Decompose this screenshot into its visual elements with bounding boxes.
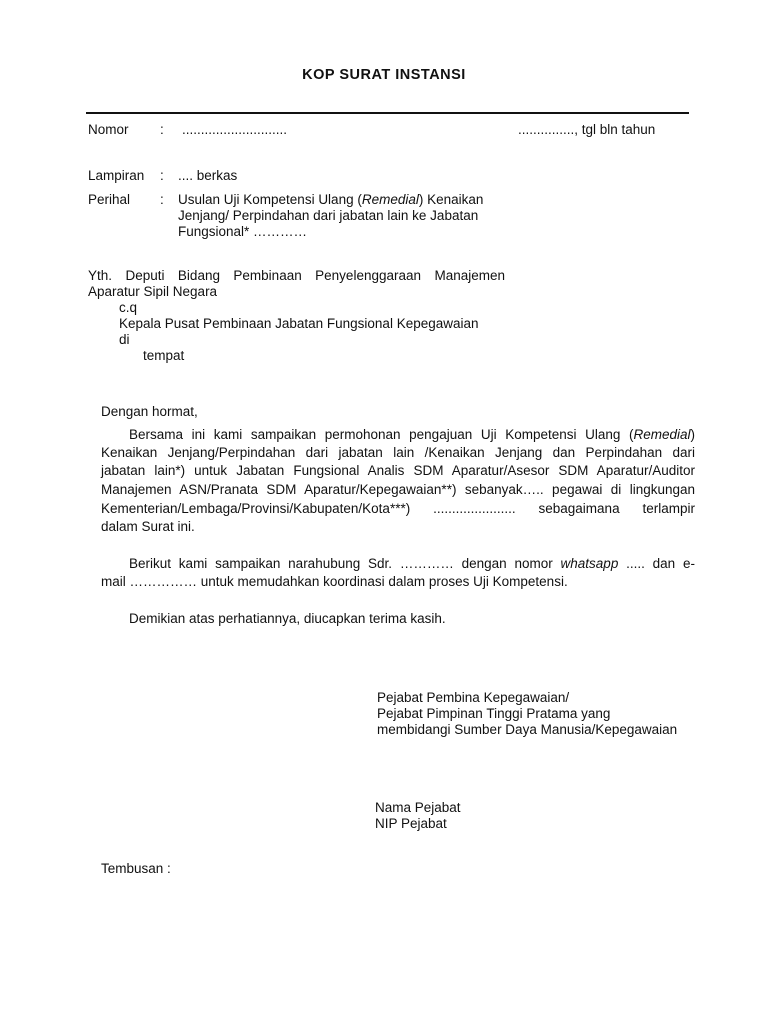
nomor-label: Nomor [88,122,129,137]
letterhead-divider [86,112,689,114]
signatory-title-line-1: Pejabat Pembina Kepegawaian/ [377,690,570,705]
perihal-line-1: Usulan Uji Kompetensi Ulang (Remedial) Kenaikan [178,192,484,207]
paragraph-1-line-1: Bersama ini kami sampaikan permohonan pengajuan Uji Kompetensi Ulang (Remedial) [129,427,695,442]
recipient-line-2: Aparatur Sipil Negara [88,284,218,299]
paragraph-1-line-5: Kementerian/Lembaga/Provinsi/Kabupaten/Kota***) ...................... sebagaimana terlampir [101,501,695,516]
tembusan-label: Tembusan : [101,861,171,876]
paragraph-1-line-2: Kenaikan Jenjang/Perpindahan dari jabatan lain /Kenaikan Jenjang dan Perpindahan dari [101,445,695,460]
paragraph-2-line-1: Berikut kami sampaikan narahubung Sdr. ………… dengan nomor whatsapp ..... dan e- [129,556,695,571]
signatory-name: Nama Pejabat [375,800,461,815]
lampiran-label: Lampiran [88,168,145,183]
nomor-colon: : [160,122,164,137]
recipient-tempat: tempat [143,348,185,363]
recipient-di: di [119,332,130,347]
lampiran-value: .... berkas [178,168,238,183]
letter-date: ..............., tgl bln tahun [518,122,656,137]
perihal-line-2: Jenjang/ Perpindahan dari jabatan lain ke Jabatan [178,208,479,223]
paragraph-1-line-6: dalam Surat ini. [101,519,195,534]
perihal-line-3: Fungsional* ………… [178,224,308,239]
lampiran-colon: : [160,168,164,183]
paragraph-3: Demikian atas perhatiannya, diucapkan terima kasih. [129,611,446,626]
recipient-line-1: Yth. Deputi Bidang Pembinaan Penyelenggaraan Manajemen [88,268,505,283]
letterhead-title: KOP SURAT INSTANSI [302,67,466,83]
paragraph-2-line-2: mail …………… untuk memudahkan koordinasi dalam proses Uji Kompetensi. [101,574,568,589]
signatory-title-line-2: Pejabat Pimpinan Tinggi Pratama yang [377,706,611,721]
perihal-label: Perihal [88,192,131,207]
perihal-colon: : [160,192,164,207]
paragraph-1-line-3: jabatan lain*) untuk Jabatan Fungsional Analis SDM Aparatur/Asesor SDM Aparatur/Auditor [101,463,695,478]
signatory-nip: NIP Pejabat [375,816,447,831]
paragraph-1-line-4: Manajemen ASN/Pranata SDM Aparatur/Kepegawaian**) sebanyak….. pegawai di lingkungan [101,482,695,497]
greeting: Dengan hormat, [101,404,198,419]
recipient-cq: c.q [119,300,138,315]
signatory-title-line-3: membidangi Sumber Daya Manusia/Kepegawaian [377,722,678,737]
nomor-value: ............................ [182,122,288,137]
recipient-line-3: Kepala Pusat Pembinaan Jabatan Fungsional Kepegawaian [119,316,479,331]
